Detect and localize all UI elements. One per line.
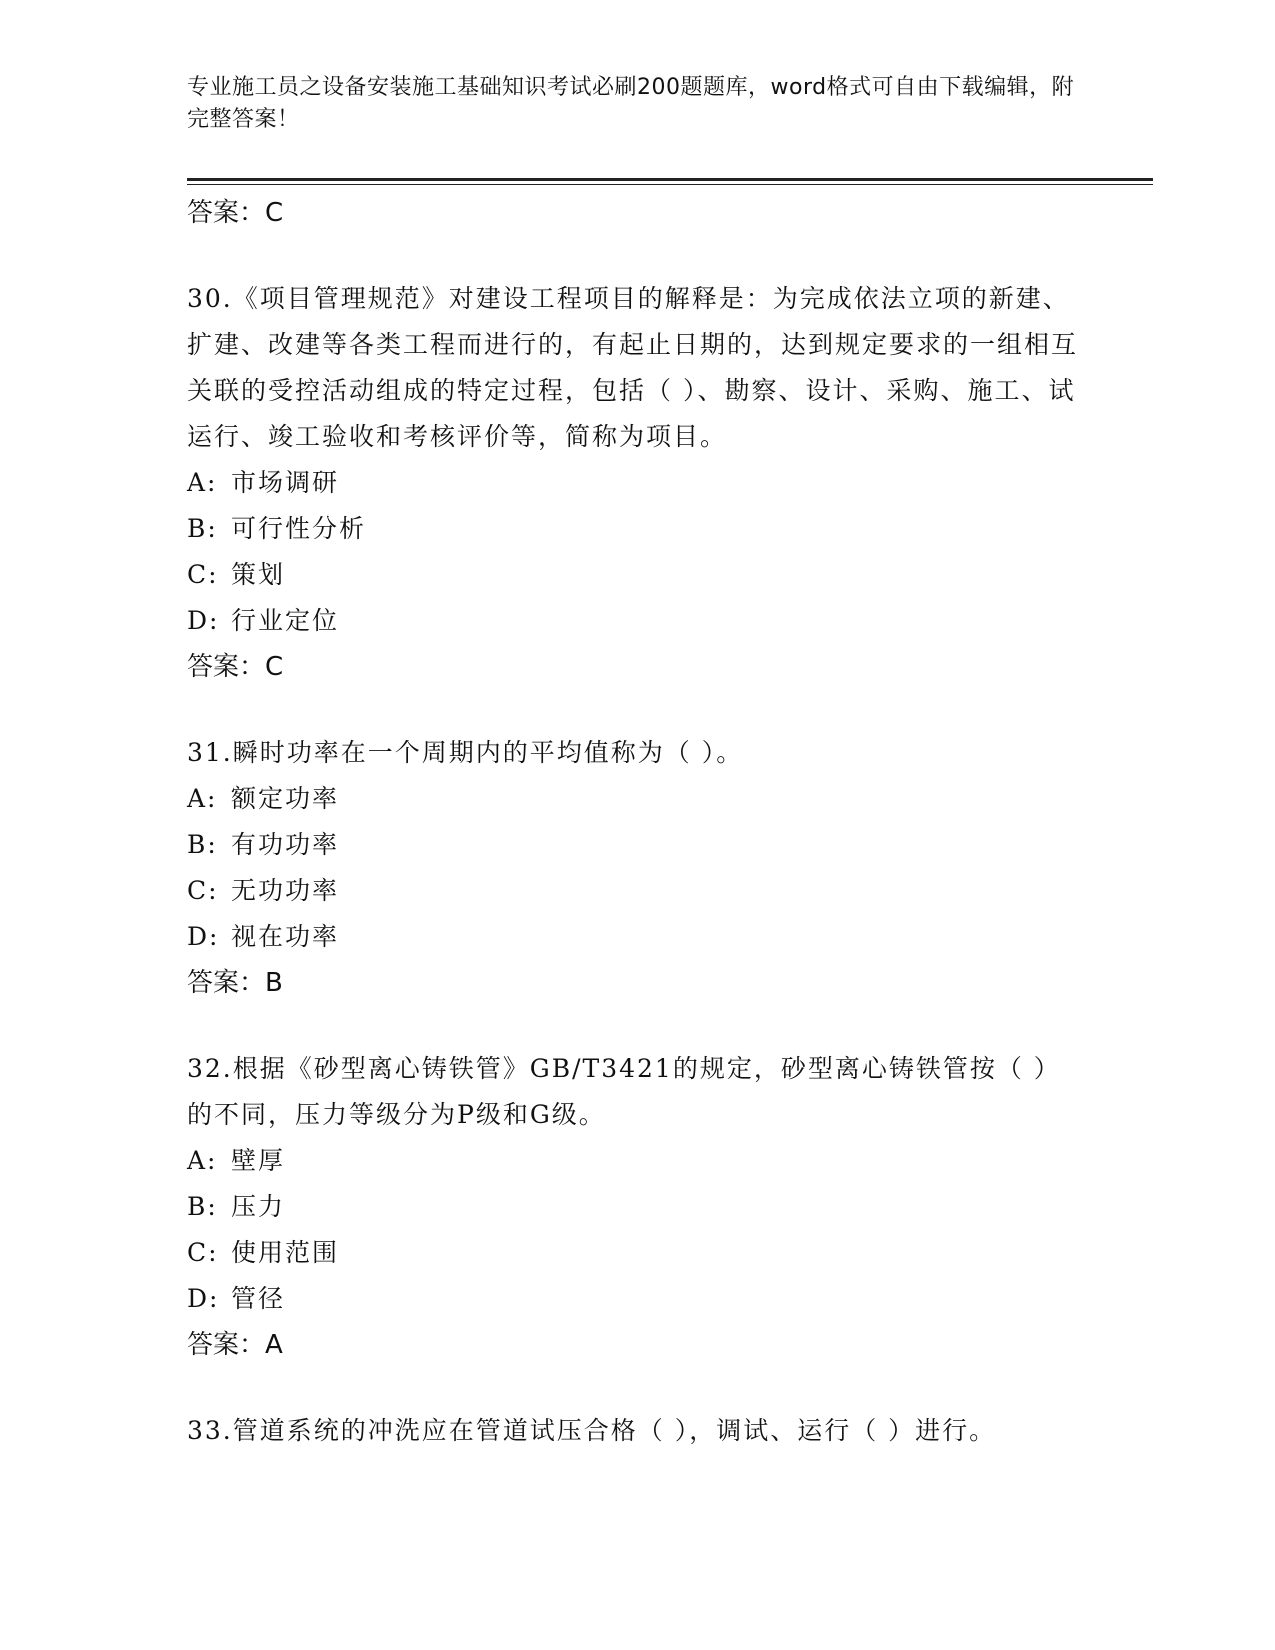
option-key: C: [187, 1238, 219, 1267]
answer-line [187, 644, 1087, 690]
answer-option [187, 598, 1087, 644]
question-block [187, 1408, 1087, 1454]
option-key: B: [187, 514, 218, 543]
answer-option [187, 506, 1087, 552]
document-title: 专业施工员之设备安装施工基础知识考试必刷200题题库，word格式可自由下载编辑，附完整答案！ [187, 75, 1075, 132]
answer-option [187, 1230, 1087, 1276]
answer-label: 答案： [187, 652, 266, 682]
option-key: D: [187, 606, 220, 635]
question-stem: 31.瞬时功率在一个周期内的平均值称为（ ）。 [187, 738, 744, 767]
option-key: C: [187, 876, 219, 905]
option-text: 有功功率 [231, 830, 340, 859]
answer-value: B [265, 968, 283, 998]
answer-option [187, 868, 1087, 914]
answer-label: 答案： [187, 198, 266, 228]
option-text: 无功功率 [231, 876, 340, 905]
option-text: 管径 [231, 1284, 286, 1313]
answer-option [187, 822, 1087, 868]
answer-line [187, 960, 1087, 1006]
option-text: 额定功率 [231, 784, 340, 813]
answer-option [187, 460, 1087, 506]
option-text: 视在功率 [231, 922, 340, 951]
option-text: 市场调研 [231, 468, 340, 497]
question-block [187, 730, 1087, 1006]
question-stem: 32.根据《砂型离心铸铁管》GB/T3421的规定，砂型离心铸铁管按（ ）的不同，压力等级分为P级和G级。 [187, 1054, 1061, 1129]
answer-option [187, 1276, 1087, 1322]
option-key: C: [187, 560, 219, 589]
answer-option [187, 552, 1087, 598]
question-block [187, 1046, 1087, 1368]
answer-value: C [265, 652, 284, 682]
question-block [187, 276, 1087, 690]
option-key: D: [187, 922, 220, 951]
answer-value: C [265, 198, 284, 228]
option-key: A: [187, 1146, 218, 1175]
option-key: A: [187, 784, 218, 813]
answer-line [187, 1322, 1087, 1368]
answer-option [187, 776, 1087, 822]
answer-option [187, 1184, 1087, 1230]
option-text: 压力 [231, 1192, 286, 1221]
option-key: D: [187, 1284, 220, 1313]
option-key: B: [187, 1192, 218, 1221]
option-key: B: [187, 830, 218, 859]
answer-option [187, 1138, 1087, 1184]
option-key: A: [187, 468, 218, 497]
option-text: 行业定位 [231, 606, 340, 635]
header-divider [187, 178, 1153, 181]
option-text: 可行性分析 [231, 514, 367, 543]
page-header [187, 72, 1087, 136]
option-text: 策划 [231, 560, 286, 589]
answer-label: 答案： [187, 968, 266, 998]
answer-label: 答案： [187, 1330, 266, 1360]
question-list [187, 190, 1087, 1454]
answer-option [187, 914, 1087, 960]
answer-value: A [265, 1330, 283, 1360]
question-stem: 33.管道系统的冲洗应在管道试压合格（ ），调试、运行（ ）进行。 [187, 1416, 997, 1445]
option-text: 壁厚 [231, 1146, 286, 1175]
answer-line [187, 190, 1087, 236]
option-text: 使用范围 [231, 1238, 340, 1267]
question-stem: 30.《项目管理规范》对建设工程项目的解释是：为完成依法立项的新建、扩建、改建等各类工程而进行的，有起止日期的，达到规定要求的一组相互关联的受控活动组成的特定过程，包括（ ）、勘察、设计、采购、施工、试运行、竣工验收和考核评价等，简称为项目。 [187, 284, 1079, 451]
